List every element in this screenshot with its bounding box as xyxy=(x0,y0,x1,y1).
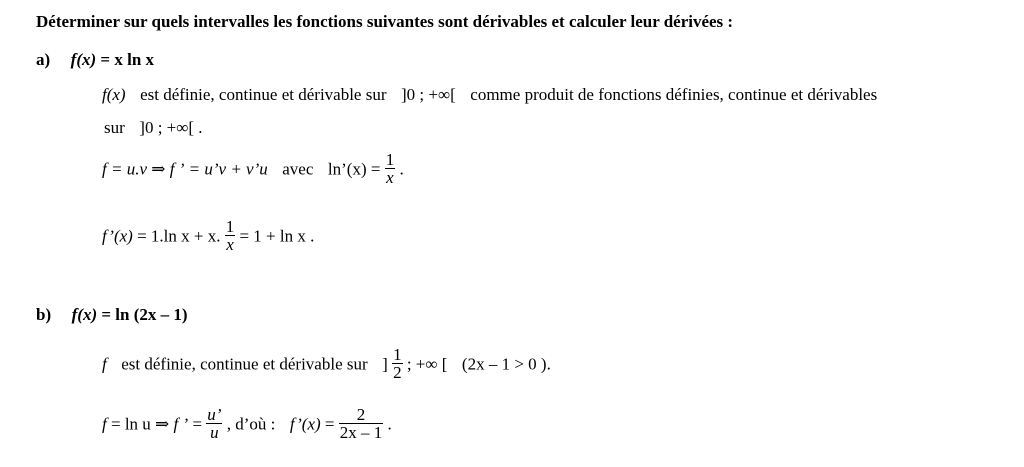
fraction-numerator: 1 xyxy=(393,345,402,364)
ln-derivative: ln’(x) = xyxy=(327,159,381,179)
implies-symbol: ⇒ xyxy=(151,159,166,179)
rule-ln-u: = ln u xyxy=(110,414,151,434)
part-a-label: a) xyxy=(36,50,51,69)
dou-text: , d’où : xyxy=(226,414,276,434)
fraction-denominator: x xyxy=(386,168,394,188)
part-a-domain-justification: comme produit de fonctions définies, continue et dérivables xyxy=(470,85,878,104)
derivative-expression: = 1.ln x + x. xyxy=(137,226,221,246)
fraction-numerator: 1 xyxy=(385,150,395,169)
fraction-one-half xyxy=(392,346,403,382)
part-b-derivative-rule xyxy=(102,405,392,444)
avec-text: avec xyxy=(282,159,314,179)
fraction-one-over-x xyxy=(385,151,396,187)
part-b-label: b) xyxy=(36,305,52,324)
derivative-simplified: = 1 + ln x . xyxy=(239,226,315,246)
period: . xyxy=(387,414,392,434)
interval-rest: ; +∞ [ xyxy=(406,354,448,374)
part-b-heading xyxy=(36,305,188,325)
derivative-fprime: f’(x) xyxy=(102,226,133,246)
fraction-uprime-over-u xyxy=(206,406,222,442)
implies-symbol: ⇒ xyxy=(155,414,170,434)
part-a-heading xyxy=(36,50,154,70)
part-a-domain-text: est définie, continue et dérivable sur xyxy=(140,85,387,104)
part-b-f: f xyxy=(102,354,107,374)
rule-uv: = u.v xyxy=(110,159,148,179)
part-a-domain-line xyxy=(102,85,877,105)
part-a-interval-repeat: ]0 ; +∞[ . xyxy=(139,118,203,137)
part-a-function-expression: = x ln x xyxy=(100,50,155,69)
rule-f: f xyxy=(102,159,107,179)
fraction-numerator: 2 xyxy=(339,406,384,424)
part-b-function-expression: = ln (2x – 1) xyxy=(101,305,188,324)
equals-sign: = xyxy=(324,414,335,434)
part-b-domain-text: est définie, continue et dérivable sur xyxy=(121,354,368,374)
interval-open-bracket: ] xyxy=(382,354,388,374)
part-a-product-rule xyxy=(102,150,404,189)
rule-f: f xyxy=(102,414,107,434)
exercise-title: Déterminer sur quels intervalles les fonctions suivantes sont dérivables et calculer leur dérivées : xyxy=(36,12,734,31)
fraction-numerator: u’ xyxy=(207,405,222,424)
domain-condition: (2x – 1 > 0 ). xyxy=(461,354,551,374)
rule-fprime: f ’ xyxy=(169,159,185,179)
part-a-function-name: f(x) xyxy=(70,50,97,69)
rule-fprime: f ’ xyxy=(173,414,189,434)
part-a-domain-interval: ]0 ; +∞[ xyxy=(401,85,456,104)
fraction-result xyxy=(339,406,384,442)
fraction-numerator: 1 xyxy=(225,217,235,236)
part-a-derivative-result xyxy=(102,217,315,256)
part-a-sur-text: sur xyxy=(104,118,125,137)
fraction-denominator: 2 xyxy=(393,363,402,383)
result-fprime: f’(x) xyxy=(289,414,321,434)
rule-product-formula: = u’v + v’u xyxy=(188,159,268,179)
fraction-denominator: x xyxy=(226,235,234,255)
period: . xyxy=(399,159,404,179)
part-b-function-name: f(x) xyxy=(71,305,98,324)
fraction-one-over-x xyxy=(225,218,236,254)
part-a-domain-line-continued xyxy=(104,118,203,138)
part-b-domain-line xyxy=(102,345,551,384)
fraction-denominator: 2x – 1 xyxy=(339,423,383,443)
equals-sign: = xyxy=(192,414,203,434)
fraction-denominator: u xyxy=(210,423,219,443)
part-a-fx: f(x) xyxy=(102,85,126,104)
